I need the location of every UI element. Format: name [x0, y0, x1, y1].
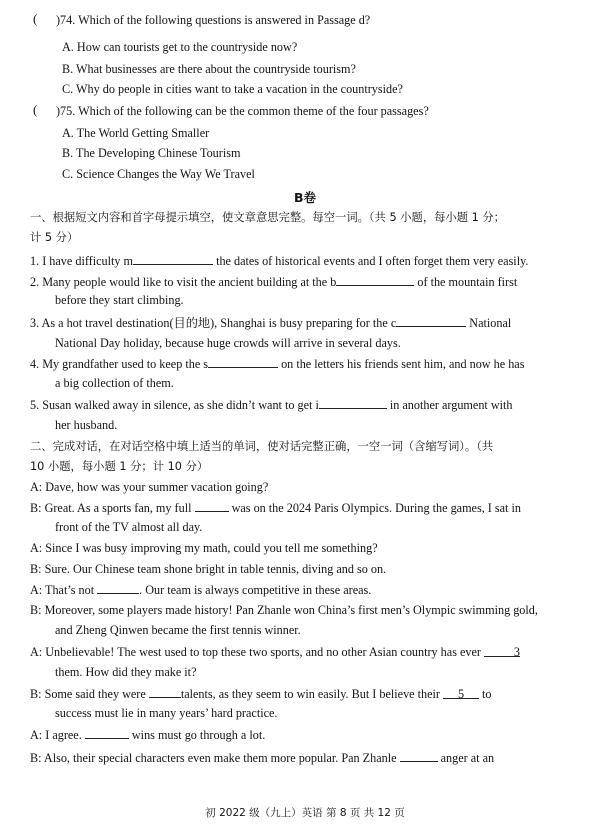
answer-blank[interactable] — [336, 274, 414, 286]
dialogue-text: to — [482, 687, 492, 701]
question-75-stem: )75. Which of the following can be the common theme of the four passages? — [56, 104, 429, 118]
answer-blank[interactable] — [133, 253, 213, 265]
fill-item-3 — [30, 315, 511, 331]
fill-item-4-cont: a big collection of them. — [55, 376, 174, 390]
dialogue-line-3 — [30, 541, 378, 556]
item-number: 2. — [30, 275, 40, 289]
dialogue-line-9 — [30, 727, 265, 743]
item-text: My grandfather used to keep the s — [42, 357, 209, 371]
dialogue-text: talents, as they seem to win easily. But I believe their — [180, 687, 440, 701]
dialogue-line-2-cont: front of the TV almost all day. — [55, 520, 203, 534]
page-footer: 初 2022 级（九上）英语 第 8 页 共 12 页 — [205, 807, 405, 819]
question-74-option-b: B. What businesses are there about the countryside tourism? — [62, 62, 356, 76]
item-text: in another argument with — [389, 398, 513, 412]
dialogue-text: I agree. — [45, 728, 82, 742]
dialogue-text: Sure. Our Chinese team shone bright in table tennis, diving and so on. — [44, 562, 387, 576]
fill-item-2-cont: before they start climbing. — [55, 293, 184, 307]
fill-item-2 — [30, 274, 517, 290]
question-74-stem: )74. Which of the following questions is answered in Passage d? — [56, 13, 371, 27]
answer-blank-5[interactable] — [443, 687, 479, 699]
speaker-label: A: — [30, 728, 43, 742]
item-number: 5. — [30, 398, 40, 412]
speaker-label: A: — [30, 480, 43, 494]
fill-item-5-cont: her husband. — [55, 418, 118, 432]
dialogue-text: Unbelievable! The west used to top these two sports, and no other Asian country has ever — [45, 645, 481, 659]
dialogue-line-6-cont: and Zheng Qinwen became the first tennis winner. — [55, 623, 301, 637]
question-75-option-c: C. Science Changes the Way We Travel — [62, 167, 255, 181]
dialogue-line-7-cont: them. How did they make it? — [55, 665, 197, 679]
fill-item-4 — [30, 356, 524, 372]
part1-instruction: 一、根据短文内容和首字母提示填空，使文章意思完整。每空一词。（共 5 小题，每小题 1 分； — [30, 211, 505, 224]
part2-instruction: 二、完成对话，在对话空格中填上适当的单词，使对话完整正确，一空一词（含缩写词）。（共 — [30, 440, 494, 453]
dialogue-text: That’s not — [45, 583, 95, 597]
item-text: I have difficulty m — [42, 254, 134, 268]
question-75-option-a: A. The World Getting Smaller — [62, 126, 210, 140]
answer-blank[interactable] — [319, 397, 387, 409]
question-74-option-a: A. How can tourists get to the countryside now? — [62, 40, 298, 54]
dialogue-text: wins must go through a lot. — [131, 728, 266, 742]
speaker-label: B: — [30, 751, 42, 765]
part2-instruction-cont: 10 小题，每小题 1 分；计 10 分） — [30, 460, 209, 473]
item-text: the dates of historical events and I often forget them very easily. — [216, 254, 529, 268]
fill-item-3-cont: National Day holiday, because huge crowds will arrive in several days. — [55, 336, 401, 350]
item-text: of the mountain first — [417, 275, 518, 289]
blank-number: 3 — [513, 645, 520, 659]
dialogue-text: was on the 2024 Paris Olympics. During the games, I sat in — [231, 501, 521, 515]
blank-number: 5 — [457, 687, 465, 701]
item-number: 3. — [30, 316, 40, 330]
fill-item-5 — [30, 397, 513, 413]
dialogue-line-4 — [30, 562, 386, 577]
section-b-title: B卷 — [293, 190, 317, 205]
answer-blank-3[interactable] — [484, 645, 520, 657]
speaker-label: B: — [30, 501, 42, 515]
dialogue-line-2 — [30, 500, 521, 516]
dialogue-text: Since I was busy improving my math, could you tell me something? — [45, 541, 378, 555]
dialogue-line-1 — [30, 480, 268, 495]
dialogue-text: . Our team is always competitive in these areas. — [139, 583, 372, 597]
speaker-label: A: — [30, 583, 43, 597]
dialogue-text: Also, their special characters even make them more popular. Pan Zhanle — [43, 751, 397, 765]
dialogue-text: Great. As a sports fan, my full — [44, 501, 192, 515]
item-text: on the letters his friends sent him, and now he has — [281, 357, 525, 371]
speaker-label: B: — [30, 603, 42, 617]
dialogue-line-8 — [30, 686, 492, 702]
answer-blank[interactable] — [85, 727, 129, 739]
item-text: National — [469, 316, 512, 330]
dialogue-line-5 — [30, 582, 371, 598]
dialogue-text: anger at an — [440, 751, 495, 765]
answer-blank[interactable] — [97, 582, 139, 594]
answer-blank[interactable] — [396, 315, 466, 327]
item-number: 1. — [30, 254, 40, 268]
question-74-option-c: C. Why do people in cities want to take a vacation in the countryside? — [62, 82, 403, 96]
speaker-label: B: — [30, 687, 42, 701]
item-number: 4. — [30, 357, 40, 371]
item-text: Susan walked away in silence, as she didn’t want to get i — [42, 398, 319, 412]
dialogue-line-10 — [30, 750, 494, 766]
item-text: As a hot travel destination(目的地), Shanghai is busy preparing for the c — [41, 316, 397, 330]
speaker-label: A: — [30, 645, 43, 659]
question-75-option-b: B. The Developing Chinese Tourism — [62, 146, 241, 160]
answer-paren-74: ( — [33, 11, 38, 26]
answer-blank[interactable] — [400, 750, 438, 762]
answer-blank[interactable] — [208, 356, 278, 368]
dialogue-text: Dave, how was your summer vacation going? — [45, 480, 269, 494]
fill-item-1 — [30, 253, 528, 269]
part1-instruction-cont: 计 5 分） — [30, 231, 79, 244]
answer-blank[interactable] — [149, 686, 181, 698]
dialogue-line-7 — [30, 645, 520, 660]
dialogue-text: Some said they were — [44, 687, 146, 701]
item-text: Many people would like to visit the ancient building at the b — [42, 275, 337, 289]
speaker-label: B: — [30, 562, 42, 576]
answer-paren-75: ( — [33, 102, 38, 117]
dialogue-text: Moreover, some players made history! Pan Zhanle won China’s first men’s Olympic swimming gold, — [44, 603, 538, 617]
dialogue-line-8-cont: success must lie in many years’ hard practice. — [55, 706, 278, 720]
speaker-label: A: — [30, 541, 43, 555]
answer-blank[interactable] — [195, 500, 229, 512]
dialogue-line-6 — [30, 603, 538, 618]
